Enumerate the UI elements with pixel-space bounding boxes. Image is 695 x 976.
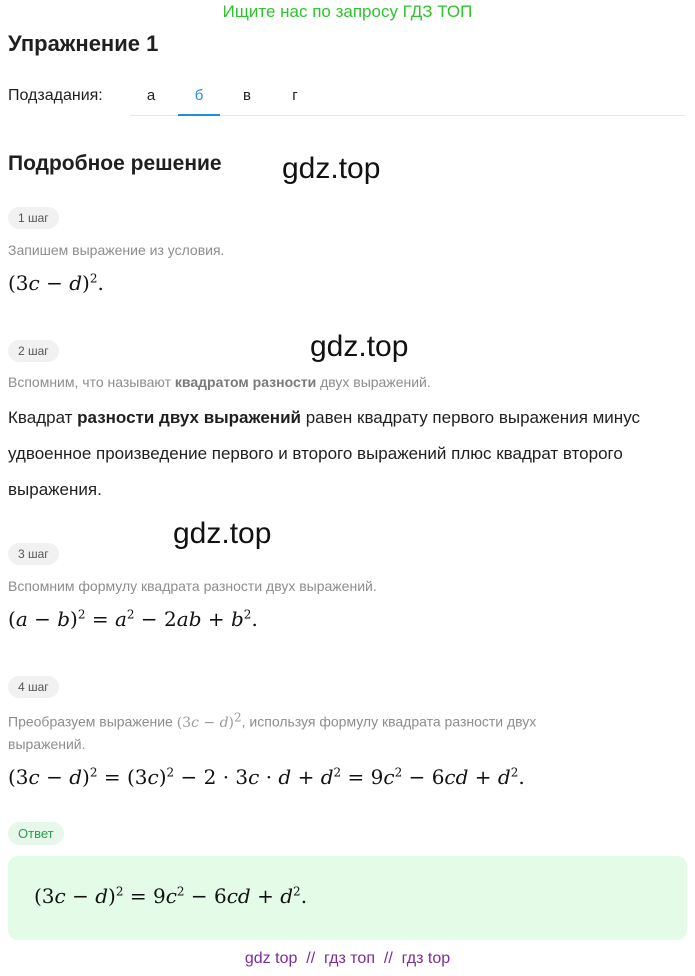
step-hint: Преобразуем выражение $(3c - d)^2$, используя формулу квадрата разности двух [8,710,537,731]
step-hint: Вспомним, что называют квадратом разности двух выражений. [8,374,431,390]
solution-title: Подробное решение [8,152,222,175]
formula: $(3c - d)^2$. [8,271,104,295]
subtask-tabs [130,77,685,116]
answer-badge: Ответ [8,822,64,845]
page-title: Упражнение 1 [8,31,159,56]
step-hint-line2: выражений. [8,736,86,752]
step-badge: 1 шаг [8,207,59,229]
tab-g[interactable]: г [292,87,298,104]
formula: $(a - b)^2 = a^2 - 2ab + b^2$. [8,607,258,631]
answer-box [8,856,687,940]
watermark: gdz.top [282,152,381,185]
watermark: gdz.top [310,330,409,363]
answer-formula: $(3c - d)^2 = 9c^2 - 6cd + d^2$. [34,884,308,908]
watermark: gdz.top [173,517,272,550]
step-hint: Запишем выражение из условия. [8,242,225,258]
tab-v[interactable]: в [243,87,251,104]
tab-b[interactable]: б [178,77,220,116]
step-badge: 2 шаг [8,340,59,362]
subtasks-label: Подзадания: [8,87,103,104]
footer-links[interactable]: gdz top // гдз топ // гдз top [244,950,451,967]
tab-a[interactable]: а [146,87,156,104]
step-badge: 3 шаг [8,543,59,565]
search-banner: Ищите нас по запросу ГДЗ ТОП [222,2,473,21]
step-hint: Вспомним формулу квадрата разности двух выражений. [8,578,377,594]
formula: $(3c - d)^2 = (3c)^2 - 2 \cdot 3c \cdot d + d^2 = 9c^2 - 6cd + d^2$. [8,765,525,789]
step-badge: 4 шаг [8,676,59,698]
definition-paragraph: Квадрат разности двух выражений равен квадрату первого выражения минус удвоенное произведение первого и второго выражений плюс квадрат второго выражения. [8,408,641,499]
